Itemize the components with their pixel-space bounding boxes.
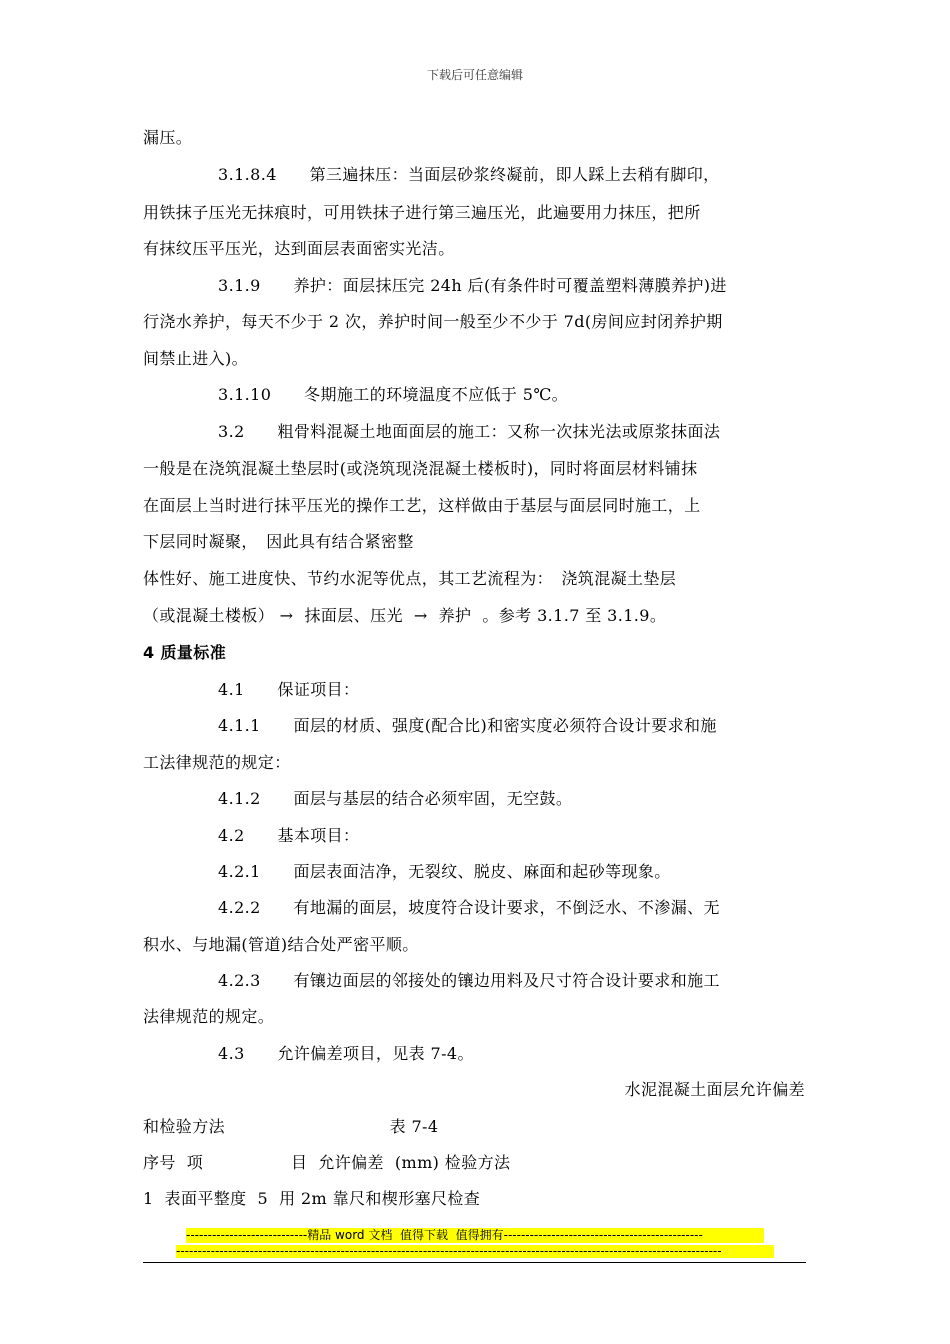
text-line: 4.1.1 面层的材质、强度(配合比)和密实度必须符合设计要求和施: [218, 716, 717, 735]
footer-banner: ----------------------------精品 word 文档 值得下载 值得拥有----------------------------------------------: [186, 1228, 764, 1243]
text-line: 一般是在浇筑混凝土垫层时(或浇筑现浇混凝土楼板时)，同时将面层材料铺抹: [143, 459, 698, 478]
footer-banner-dashes: ------------------------------------------------------------------------------------------------------------------------------: [176, 1245, 774, 1258]
text-line: 4.2 基本项目：: [218, 826, 360, 845]
text-line: 漏压。: [143, 128, 193, 147]
text-line: （或混凝土楼板） → 抹面层、压光 → 养护 。参考 3.1.7 至 3.1.9。: [143, 606, 667, 625]
table-row: 1 表面平整度 5 用 2m 靠尺和楔形塞尺检查: [143, 1189, 481, 1208]
table-caption: 水泥混凝土面层允许偏差: [624, 1080, 805, 1099]
text-line: 3.1.9 养护：面层抹压完 24h 后(有条件时可覆盖塑料薄膜养护)进: [218, 276, 727, 295]
text-line: 4.1 保证项目：: [218, 680, 360, 699]
text-line: 用铁抹子压光无抹痕时，可用铁抹子进行第三遍压光，此遍要用力抹压，把所: [143, 203, 701, 222]
page-header: 下载后可任意编辑: [426, 68, 523, 82]
text-line: 积水、与地漏(管道)结合处严密平顺。: [143, 935, 419, 954]
text-line: 4.2.1 面层表面洁净，无裂纹、脱皮、麻面和起砂等现象。: [218, 862, 671, 881]
text-line: 体性好、施工进度快、节约水泥等优点，其工艺流程为： 浇筑混凝土垫层: [143, 569, 677, 588]
text-line: 3.2 粗骨料混凝土地面面层的施工：又称一次抹光法或原浆抹面法: [218, 422, 721, 441]
text-line: 间禁止进入)。: [143, 349, 249, 368]
text-line: 法律规范的规定。: [143, 1007, 275, 1026]
text-line: 工法律规范的规定：: [143, 753, 291, 772]
text-line: 3.1.8.4 第三遍抹压：当面层砂浆终凝前，即人踩上去稍有脚印，: [218, 165, 720, 184]
text-line: 下层同时凝聚， 因此具有结合紧密整: [143, 532, 414, 551]
text-line: 4.1.2 面层与基层的结合必须牢固，无空鼓。: [218, 789, 573, 808]
section-heading: 4 质量标准: [143, 643, 227, 662]
footer-rule: [143, 1262, 806, 1263]
text-line: 4.2.3 有镶边面层的邻接处的镶边用料及尺寸符合设计要求和施工: [218, 971, 720, 990]
text-line: 在面层上当时进行抹平压光的操作工艺，这样做由于基层与面层同时施工，上: [143, 496, 701, 515]
table-caption-2: 和检验方法 表 7-4: [143, 1117, 439, 1136]
table-header-row: 序号 项 目 允许偏差 (mm) 检验方法: [143, 1153, 511, 1172]
text-line: 行浇水养护，每天不少于 2 次，养护时间一般至少不少于 7d(房间应封闭养护期: [143, 312, 723, 331]
text-line: 4.2.2 有地漏的面层，坡度符合设计要求，不倒泛水、不渗漏、无: [218, 898, 720, 917]
text-line: 3.1.10 冬期施工的环境温度不应低于 5℃。: [218, 385, 569, 404]
text-line: 4.3 允许偏差项目，见表 7-4。: [218, 1044, 474, 1063]
text-line: 有抹纹压平压光，达到面层表面密实光洁。: [143, 239, 455, 258]
